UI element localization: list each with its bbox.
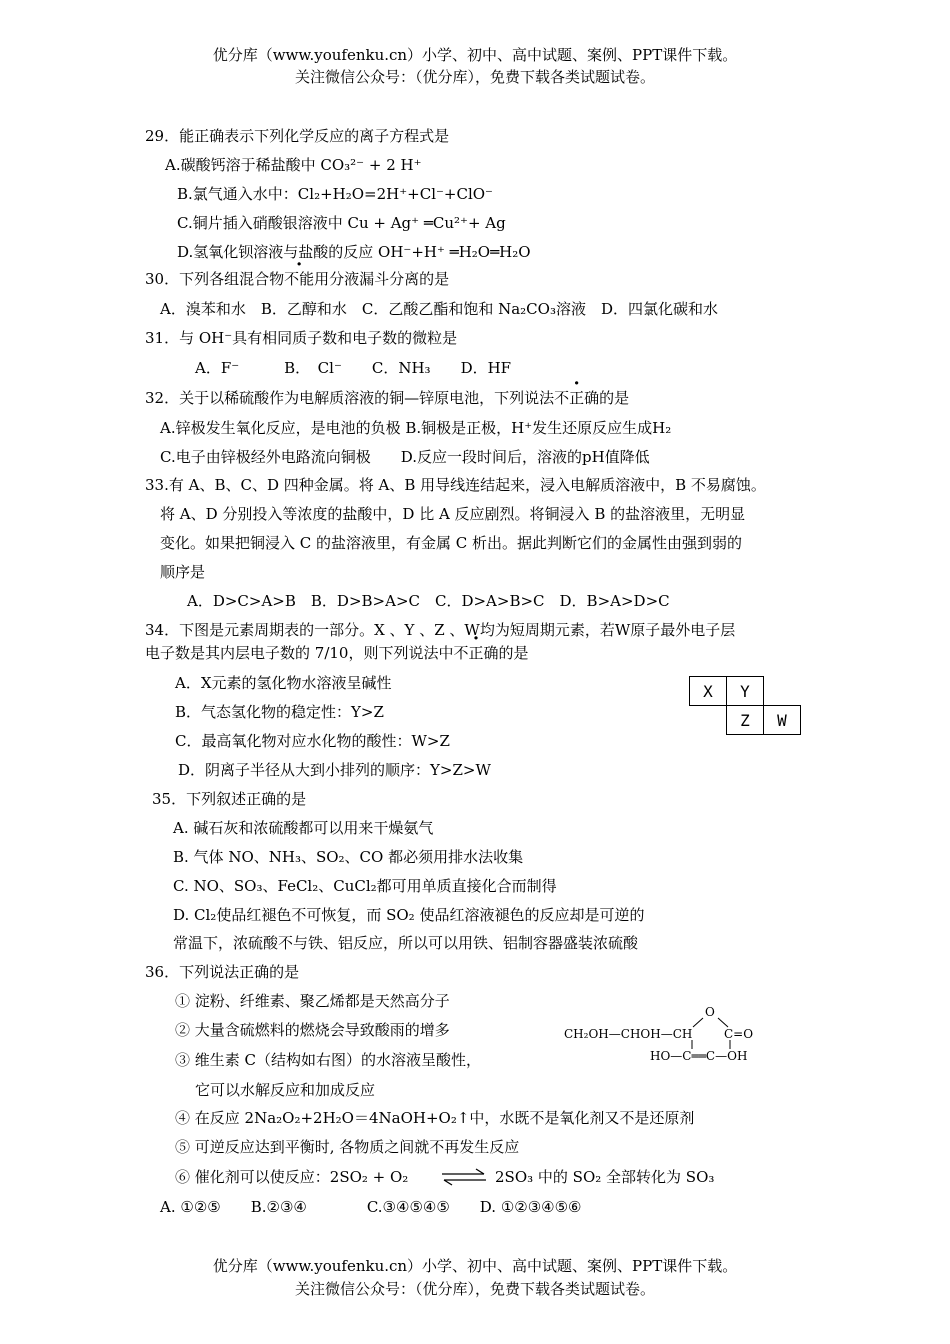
q35-option-e: 常温下，浓硫酸不与铁、铝反应，所以可以用铁、铝制容器盛装浓硫酸 (173, 934, 639, 952)
cell-w: W (764, 706, 801, 735)
page-header-line1: 优分库（www.youfenku.cn）小学、初中、高中试题、案例、PPT课件下载。 (212, 46, 738, 64)
structure-bottom: HO—C══C—OH (650, 1049, 748, 1063)
cell-y: Y (727, 677, 764, 706)
q34-line2-pre: 电子数是其内层电子数的 7/10，则下列说法中 (145, 644, 454, 662)
q35-option-b: B. 气体 NO、NH₃、SO₂、CO 都必须用排水法收集 (173, 848, 524, 866)
q33-options: A．D>C>A>B B．D>B>A>C C．D>A>B>C D．B>A>D>C (187, 592, 670, 610)
q31-options: A．F⁻ B． Cl⁻ C．NH₃ D．HF (195, 359, 512, 377)
q34-option-c: C．最高氧化物对应水化物的酸性：W>Z (175, 732, 450, 750)
q33-line4: 顺序是 (160, 563, 206, 581)
vitamin-c-structure (560, 1005, 790, 1070)
q34-option-a: A．X元素的氢化物水溶液呈碱性 (175, 674, 392, 692)
q30-stem-post: 用分液漏斗分离的是 (314, 270, 450, 288)
q29-stem: 29．能正确表示下列化学反应的离子方程式是 (145, 127, 450, 145)
q34-option-d: D．阴离子半径从大到小排列的顺序：Y>Z>W (178, 761, 491, 779)
cell-x: X (690, 677, 727, 706)
periodic-table-fragment (689, 676, 801, 735)
page-header-line2: 关注微信公众号：（优分库），免费下载各类试题试卷。 (294, 68, 655, 86)
q36-statement-3b: 它可以水解反应和加成反应 (195, 1081, 376, 1099)
q34-line2-post: 的是 (498, 644, 529, 662)
q30-emphasis: 不能 (284, 270, 315, 288)
q36-statement-2: ② 大量含硫燃料的燃烧会导致酸雨的增多 (175, 1021, 450, 1039)
q33-line3: 变化。如果把铜浸入 C 的盐溶液里，有金属 C 析出。据此判断它们的金属性由强到弱的 (160, 534, 743, 552)
equilibrium-arrow-icon (440, 1168, 488, 1186)
page-footer-line2: 关注微信公众号：（优分库），免费下载各类试题试卷。 (294, 1280, 655, 1298)
q36-statement-6-post: 2SO₃ 中的 SO₂ 全部转化为 SO₃ (495, 1168, 715, 1186)
structure-left-chain: CH₂OH—CHOH—CH (564, 1027, 693, 1041)
q36-options: A. ①②⑤ B.②③④ C.③④⑤④⑤ D. ①②③④⑤⑥ (160, 1198, 582, 1216)
cell-empty (690, 706, 727, 735)
q30-stem (145, 266, 449, 292)
q32-stem-post: 的是 (599, 389, 630, 407)
q36-statement-1: ① 淀粉、纤维素、聚乙烯都是天然高分子 (175, 992, 450, 1010)
q29-option-d: D.氢氧化钡溶液与盐酸的反应 OH⁻+H⁺ ═H₂O═H₂O (177, 243, 531, 261)
q33-line1: 33.有 A、B、C、D 四种金属。将 A、B 用导线连结起来，浸入电解质溶液中，B 不易腐蚀。 (145, 476, 766, 494)
q33-line2: 将 A、D 分别投入等浓度的盐酸中，D 比 A 反应剧烈。将铜浸入 B 的盐溶液里，无明显 (160, 505, 746, 523)
page-footer-line1: 优分库（www.youfenku.cn）小学、初中、高中试题、案例、PPT课件下载。 (212, 1257, 738, 1275)
q36-stem: 36．下列说法正确的是 (145, 963, 300, 981)
q34-option-b: B．气态氢化物的稳定性：Y>Z (175, 703, 384, 721)
q29-option-b: B.氯气通入水中：Cl₂+H₂O=2H⁺+Cl⁻+ClO⁻ (177, 185, 493, 203)
q35-option-a: A. 碱石灰和浓硫酸都可以用来干燥氨气 (173, 819, 434, 837)
q36-statement-5: ⑤ 可逆反应达到平衡时, 各物质之间就不再发生反应 (175, 1138, 520, 1156)
cell-empty (764, 677, 801, 706)
q34-emphasis: 不正确 (453, 644, 499, 662)
structure-c-eq-o: C=O (724, 1027, 754, 1041)
q31-stem: 31．与 OH⁻具有相同质子数和电子数的微粒是 (145, 329, 458, 347)
q34-line1: 34．下图是元素周期表的一部分。X 、Y 、Z 、W均为短周期元素，若W原子最外电子层 (145, 621, 736, 639)
q36-statement-6-pre: ⑥ 催化剂可以使反应：2SO₂ + O₂ (175, 1168, 409, 1186)
q30-options: A．溴苯和水 B．乙醇和水 C．乙酸乙酯和饱和 Na₂CO₃溶液 D．四氯化碳和水 (160, 300, 718, 318)
q35-stem: 35．下列叙述正确的是 (152, 790, 307, 808)
q32-emphasis: 不正确 (554, 389, 600, 407)
q29-option-a: A.碳酸钙溶于稀盐酸中 CO₃²⁻ + 2 H⁺ (165, 156, 422, 174)
q29-option-c: C.铜片插入硝酸银溶液中 Cu + Ag⁺ ═Cu²⁺+ Ag (177, 214, 506, 232)
q35-option-d: D. Cl₂使品红褪色不可恢复，而 SO₂ 使品红溶液褪色的反应却是可逆的 (173, 906, 645, 924)
q32-stem (145, 385, 629, 411)
cell-z: Z (727, 706, 764, 735)
q36-statement-3: ③ 维生素 C（结构如右图）的水溶液呈酸性， (175, 1051, 482, 1069)
q32-options-cd: C.电子由锌极经外电路流向铜极 D.反应一段时间后，溶液的pH值降低 (160, 448, 650, 466)
q35-option-c: C. NO、SO₃、FeCl₂、CuCl₂都可用单质直接化合而制得 (173, 877, 557, 895)
q30-stem-pre: 30．下列各组混合物 (145, 270, 285, 288)
q32-options-ab: A.锌极发生氧化反应，是电池的负极 B.铜极是正极，H⁺发生还原反应生成H₂ (160, 419, 672, 437)
q32-stem-pre: 32．关于以稀硫酸作为电解质溶液的铜—锌原电池，下列说法 (145, 389, 555, 407)
q36-statement-4: ④ 在反应 2Na₂O₂+2H₂O＝4NaOH+O₂↑中，水既不是氧化剂又不是还原剂 (175, 1109, 695, 1127)
q34-line2 (145, 640, 529, 666)
structure-o-top: O (705, 1005, 715, 1019)
